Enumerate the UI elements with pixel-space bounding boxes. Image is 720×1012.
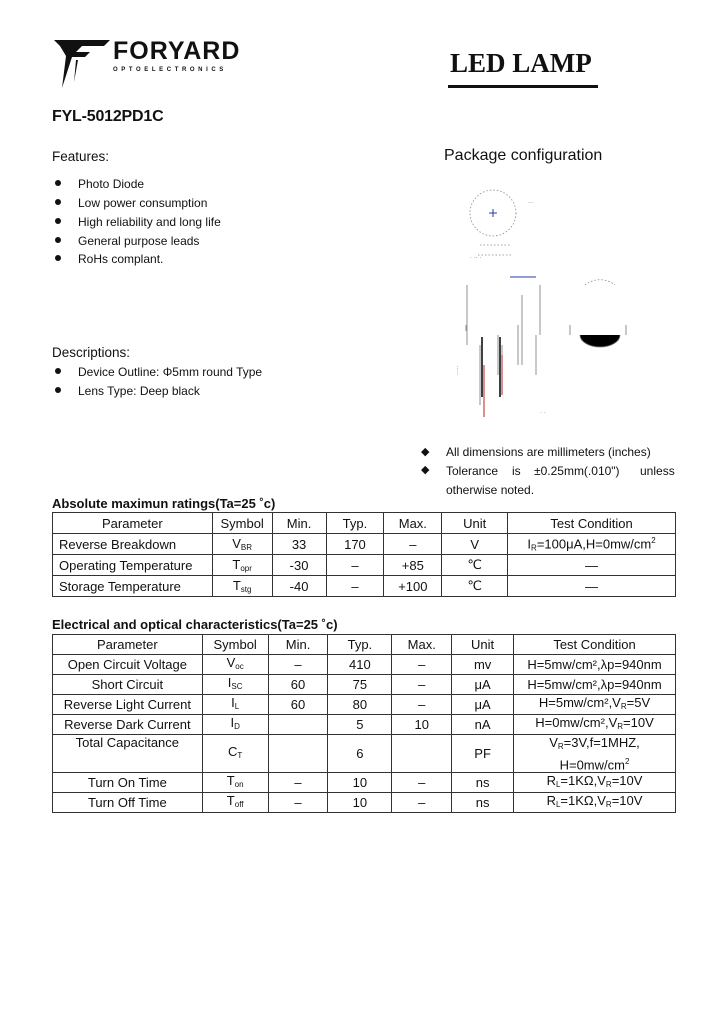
unit-cell: PF (452, 734, 514, 772)
features-heading: Features: (52, 149, 110, 164)
feature-item: General purpose leads (78, 234, 200, 248)
header-cell: Symbol (212, 513, 272, 534)
table-row (53, 772, 676, 792)
foryard-logo-icon (52, 38, 112, 90)
max-cell: – (392, 654, 452, 674)
min-cell: 60 (268, 674, 328, 694)
header-cell: Test Condition (508, 513, 676, 534)
table-row (53, 674, 676, 694)
header-cell: Max. (392, 635, 452, 655)
tolerance-unless: unless (640, 464, 675, 478)
brand-name: FORYARD (113, 37, 241, 65)
min-cell: – (268, 772, 328, 792)
min-cell: -30 (272, 555, 326, 576)
electrical-title: Electrical and optical characteristics(Ta=25 ˚c) (52, 617, 338, 632)
condition-cell: $I_R=100\mu A,H=0mw/cm^2$ (508, 534, 676, 555)
tolerance-word: Tolerance (446, 464, 499, 478)
typ-cell: 10 (328, 792, 392, 812)
header-cell: Unit (452, 635, 514, 655)
param-cell: Short Circuit (53, 674, 203, 694)
package-heading: Package configuration (444, 147, 603, 164)
feature-item: Photo Diode (78, 177, 145, 191)
table-row (53, 734, 676, 772)
svg-text:· ·: · · (540, 410, 546, 417)
typ-cell: 10 (328, 772, 392, 792)
header-cell: Typ. (328, 635, 392, 655)
description-item: Device Outline: Φ5mm round Type (78, 365, 263, 379)
max-cell: – (392, 674, 452, 694)
max-cell: +85 (384, 555, 442, 576)
brand-subtitle: OPTOELECTRONICS (113, 67, 227, 73)
symbol-cell: $T_{opr}$ (212, 555, 272, 576)
min-cell: 60 (268, 694, 328, 714)
tolerance-value: ±0.25mm(.010") (534, 464, 620, 478)
condition-cell: — (508, 555, 676, 576)
title-underline (448, 85, 598, 88)
min-cell: -40 (272, 576, 326, 597)
max-cell: 10 (392, 714, 452, 734)
condition-cell: H=5mw/cm²,λp=940nm (514, 654, 676, 674)
param-cell: Reverse Dark Current (53, 714, 203, 734)
table-row (53, 534, 676, 555)
typ-cell: – (326, 555, 384, 576)
symbol-cell: $T_{on}$ (202, 772, 268, 792)
typ-cell: 80 (328, 694, 392, 714)
param-cell: Reverse Light Current (53, 694, 203, 714)
unit-cell: μA (452, 674, 514, 694)
bullet-icon (55, 387, 61, 393)
param-cell: Operating Temperature (53, 555, 213, 576)
unit-cell: ns (452, 792, 514, 812)
typ-cell: 170 (326, 534, 384, 555)
feature-item: Low power consumption (78, 196, 208, 210)
header-cell: Unit (442, 513, 508, 534)
descriptions-heading: Descriptions: (52, 345, 131, 360)
package-drawing (440, 185, 640, 425)
min-cell (268, 714, 328, 734)
svg-text:· ·· ·: · ·· · (470, 255, 482, 262)
symbol-cell: $I_D$ (202, 714, 268, 734)
param-cell: Storage Temperature (53, 576, 213, 597)
diamond-bullet-icon: ◆ (421, 446, 430, 458)
electrical-table (52, 634, 676, 813)
header-cell: Max. (384, 513, 442, 534)
feature-item: RoHs complant. (78, 252, 164, 266)
param-cell: Turn Off Time (53, 792, 203, 812)
condition-cell: $H=5mw/cm^2,V_R=5V$ (514, 694, 676, 714)
table-row (53, 654, 676, 674)
symbol-cell: $I_L$ (202, 694, 268, 714)
symbol-cell: $V_{BR}$ (212, 534, 272, 555)
header-cell: Min. (268, 635, 328, 655)
table-row (53, 714, 676, 734)
doc-title: LED LAMP (450, 48, 592, 78)
min-cell: – (268, 792, 328, 812)
max-cell: +100 (384, 576, 442, 597)
typ-cell: 5 (328, 714, 392, 734)
symbol-cell: $C_T$ (202, 734, 268, 772)
bullet-icon (55, 180, 61, 186)
max-cell (392, 734, 452, 772)
table-row (53, 792, 676, 812)
min-cell: – (268, 654, 328, 674)
symbol-cell: $I_{SC}$ (202, 674, 268, 694)
unit-cell: V (442, 534, 508, 555)
symbol-cell: $V_{oc}$ (202, 654, 268, 674)
condition-cell: H=5mw/cm²,λp=940nm (514, 674, 676, 694)
typ-cell: 410 (328, 654, 392, 674)
tolerance-is: is (512, 464, 521, 478)
typ-cell: 6 (328, 734, 392, 772)
header-cell: Typ. (326, 513, 384, 534)
condition-cell: $R_L=1K\Omega,V_R=10V$ (514, 772, 676, 792)
svg-text:·····: ····· (455, 365, 462, 375)
bullet-icon (55, 255, 61, 261)
condition-cell: $R_L=1K\Omega,V_R=10V$ (514, 792, 676, 812)
package-note-dimensions: All dimensions are millimeters (inches) (446, 445, 651, 459)
part-number: FYL-5012PD1C (52, 108, 164, 125)
header-cell: Symbol (202, 635, 268, 655)
typ-cell: – (326, 576, 384, 597)
table-header-row (53, 635, 676, 655)
unit-cell: mv (452, 654, 514, 674)
typ-cell: 75 (328, 674, 392, 694)
header-cell: Test Condition (514, 635, 676, 655)
table-header-row (53, 513, 676, 534)
diamond-bullet-icon: ◆ (421, 464, 430, 476)
max-cell: – (392, 772, 452, 792)
symbol-cell: $T_{off}$ (202, 792, 268, 812)
table-row (53, 576, 676, 597)
header-cell: Parameter (53, 635, 203, 655)
bullet-icon (55, 218, 61, 224)
param-cell: Reverse Breakdown (53, 534, 213, 555)
max-cell: – (384, 534, 442, 555)
unit-cell: ℃ (442, 555, 508, 576)
abs-max-table (52, 512, 676, 597)
header-cell: Parameter (53, 513, 213, 534)
bullet-icon (55, 199, 61, 205)
bullet-icon (55, 368, 61, 374)
max-cell: – (392, 694, 452, 714)
bullet-icon (55, 237, 61, 243)
feature-item: High reliability and long life (78, 215, 221, 229)
max-cell: – (392, 792, 452, 812)
param-cell: Open Circuit Voltage (53, 654, 203, 674)
tolerance-otherwise: otherwise noted. (446, 483, 535, 497)
symbol-cell: $T_{stg}$ (212, 576, 272, 597)
min-cell (268, 734, 328, 772)
param-cell: Turn On Time (53, 772, 203, 792)
condition-cell: $H=0mw/cm^2,V_R=10V$ (514, 714, 676, 734)
min-cell: 33 (272, 534, 326, 555)
table-row (53, 555, 676, 576)
condition-cell: — (508, 576, 676, 597)
unit-cell: ns (452, 772, 514, 792)
unit-cell: ℃ (442, 576, 508, 597)
param-cell: Total Capacitance (53, 734, 203, 772)
description-item: Lens Type: Deep black (78, 384, 200, 398)
header-cell: Min. (272, 513, 326, 534)
abs-max-title: Absolute maximun ratings(Ta=25 ˚c) (52, 496, 276, 511)
table-row (53, 694, 676, 714)
unit-cell: nA (452, 714, 514, 734)
svg-text:···: ··· (528, 200, 534, 207)
unit-cell: μA (452, 694, 514, 714)
condition-cell: $V_R=3V,f=1MHZ$, $H=0mw/cm^2$ (514, 734, 676, 772)
